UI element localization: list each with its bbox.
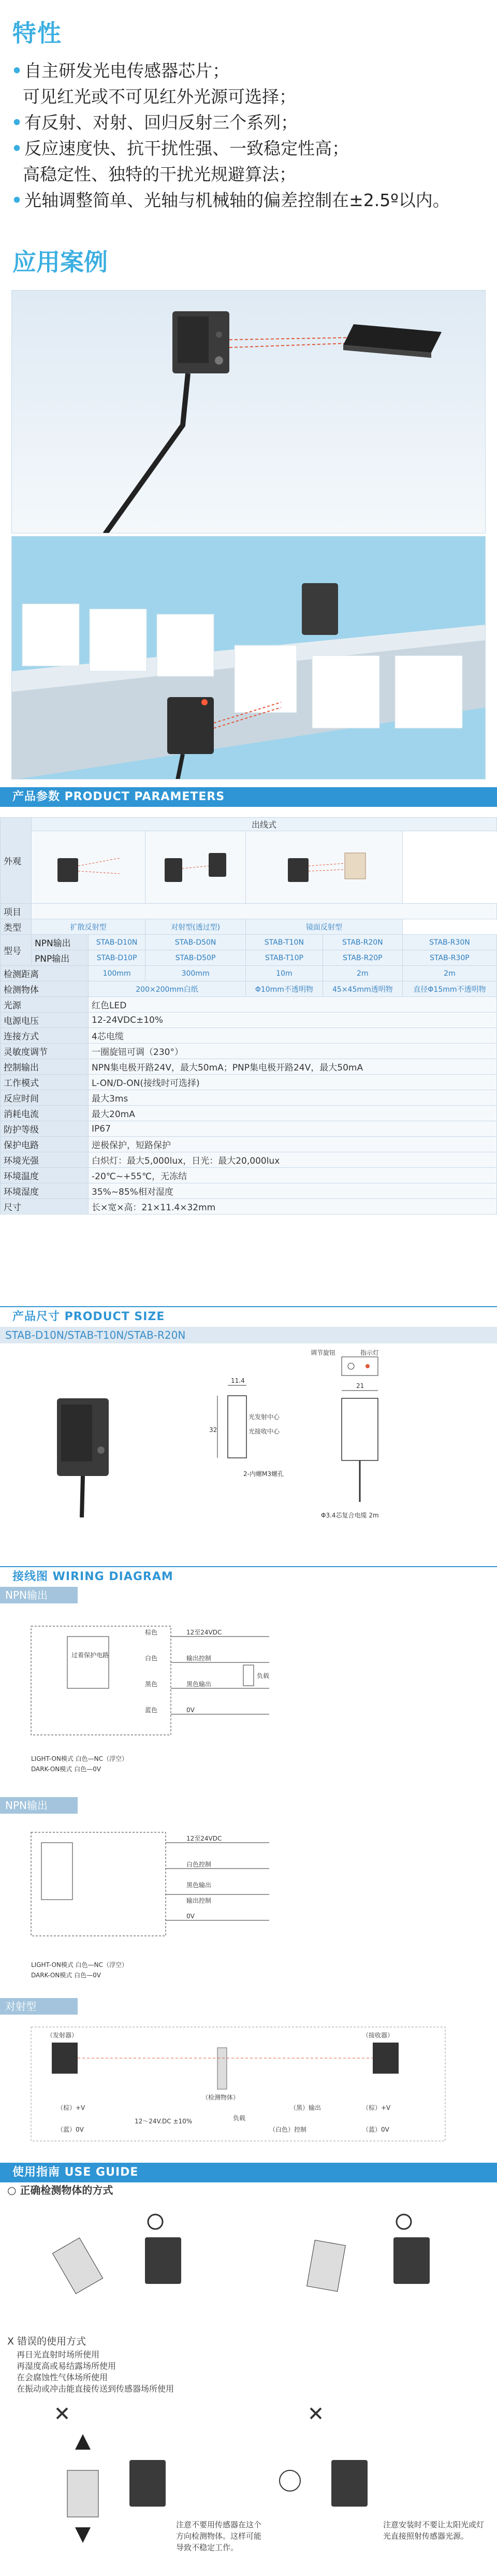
item-label: 项目 [1, 904, 32, 919]
param-value: IP67 [89, 1121, 497, 1137]
param-value: 一圈旋钮可调（230°） [89, 1044, 497, 1059]
distance-cell: 2m [402, 966, 496, 981]
param-key: 环境温度 [1, 1168, 89, 1183]
param-value: 最大3ms [89, 1090, 497, 1106]
model-cell: STAB-R20N [323, 935, 402, 950]
appearance-mirror [245, 831, 402, 904]
param-key: 保护电路 [1, 1137, 89, 1152]
distance-cell: 2m [323, 966, 402, 981]
npn-diagram [0, 1605, 497, 1813]
model-cell: STAB-D10N [89, 935, 145, 950]
param-key: 控制输出 [1, 1059, 89, 1075]
case-photo-chip [11, 290, 486, 533]
npn-label: NPN输出 [32, 935, 89, 950]
wire-label: （棕）+V [362, 2104, 391, 2111]
param-key: 电源电压 [1, 1012, 89, 1028]
model-cell: STAB-R20P [323, 950, 402, 966]
emitter-label: （发射器） [47, 2032, 78, 2039]
circuit-label: 过着保护电路 [71, 1652, 109, 1659]
features-list [11, 58, 488, 213]
guide-wrong-item: 再日光直射时场所使用 [17, 2350, 100, 2360]
case-photo-boxes [11, 536, 486, 779]
guide-note-2: 注意安装时不要让太阳光或灯光直接照射传感器光源。 [383, 2520, 485, 2541]
params-banner: 产品参数 PRODUCT PARAMETERS [0, 787, 497, 807]
guide-banner: 使用指南 USE GUIDE [0, 2163, 497, 2182]
pnp-label: PNP输出 [32, 950, 89, 966]
appearance-diffuse [32, 831, 145, 904]
label-cable: Φ3.4芯复合电缆 2m [321, 1512, 379, 1519]
signal-label: 12至24VDC [186, 1629, 222, 1636]
header-group: 出线式 [32, 818, 497, 831]
dim-height: 32 [209, 1426, 217, 1434]
mode-label: LIGHT-ON模式 白色—NC（浮空） [31, 1755, 128, 1762]
object-label: （检测物体） [202, 2094, 240, 2101]
param-key: 尺寸 [1, 1199, 89, 1214]
feature-item: 可见红光或不可见红外光源可选择； [23, 86, 296, 107]
wire-label: 蓝色 [145, 1706, 158, 1714]
appearance-thru [145, 831, 246, 904]
thru-diagram [0, 2017, 497, 2162]
type-label: 类型 [1, 919, 32, 935]
param-value: 4芯电缆 [89, 1028, 497, 1044]
guide-wrong-title: X 错误的使用方式 [7, 2336, 86, 2347]
signal-label: 输出控制 [186, 1655, 212, 1662]
mode-label: DARK-ON模式 白色—0V [31, 1765, 101, 1773]
features-section [0, 0, 497, 238]
object-cell: 45×45mm透明物 [323, 981, 402, 997]
label-indicator: 指示灯 [360, 1349, 379, 1356]
label-hole: 2-内螺M3螺孔 [243, 1470, 284, 1478]
param-key: 环境光强 [1, 1152, 89, 1168]
supply-label: 12～24V.DC ±10% [135, 2118, 193, 2125]
type-thru: 对射型(透过型) [145, 919, 246, 935]
signal-label: 0V [186, 1913, 195, 1920]
param-value: 12-24VDC±10% [89, 1012, 497, 1028]
type-mirror: 镜面反射型 [245, 919, 402, 935]
wire-label: （蓝）0V [362, 2126, 389, 2133]
param-value: 长×宽×高：21×11.4×32mm [89, 1199, 497, 1214]
guide-wrong-item: 在振动或冲击能直接传送到传感器场所使用 [17, 2384, 174, 2394]
object-cell: 200×200mm白纸 [89, 981, 246, 997]
npn-title: NPN输出 [0, 1587, 78, 1603]
model-cell: STAB-T10P [245, 950, 323, 966]
load-label: 负载 [233, 2115, 246, 2122]
param-key: 消耗电流 [1, 1106, 89, 1121]
feature-item: • 有反射、对射、回归反射三个系列； [11, 112, 298, 133]
param-key: 连接方式 [1, 1028, 89, 1044]
guide-wrong-item: 在会腐蚀性气体场所使用 [17, 2372, 108, 2382]
param-key: 环境湿度 [1, 1183, 89, 1199]
wire-label: （黑）输出 [290, 2104, 321, 2111]
model-cell: STAB-D50P [145, 950, 246, 966]
param-key: 防护等级 [1, 1121, 89, 1137]
wire-label: （棕）+V [57, 2104, 85, 2111]
guide-correct-illustration [0, 2201, 497, 2325]
distance-cell: 300mm [145, 966, 246, 981]
param-value: -20℃~+55℃，无冻结 [89, 1168, 497, 1183]
label-knob: 调节旋钮 [311, 1349, 336, 1356]
distance-cell: 10m [245, 966, 323, 981]
param-value: 35%~85%相对湿度 [89, 1183, 497, 1199]
wire-label: （白色）控制 [269, 2126, 307, 2133]
mode-label: LIGHT-ON模式 白色—NC（浮空） [31, 1961, 128, 1969]
param-value: L-ON/D-ON(接线时可选择) [89, 1075, 497, 1090]
cases-title: 应用案例 [12, 248, 108, 276]
size-banner: 产品尺寸 PRODUCT SIZE [0, 1306, 497, 1326]
features-title: 特性 [12, 19, 62, 47]
guide-note-1: 注意不要用传感器在这个方向检测物体。这样可能导致不稳定工作。 [176, 2520, 262, 2552]
type-diffuse: 扩散反射型 [32, 919, 145, 935]
signal-label: 黑色输出 [186, 1681, 212, 1688]
param-key: 反应时间 [1, 1090, 89, 1106]
feature-item: • 反应速度快、抗干扰性强、一致稳定性高； [11, 138, 349, 158]
mode-label: DARK-ON模式 白色—0V [31, 1972, 101, 1979]
wire-label: （蓝）0V [57, 2126, 84, 2133]
model-cell: STAB-R30N [402, 935, 496, 950]
signal-label: 白色控制 [186, 1861, 212, 1868]
model-cell: STAB-R30P [402, 950, 496, 966]
signal-label: 0V [186, 1706, 195, 1714]
signal-label: 输出控制 [186, 1897, 212, 1904]
model-cell: STAB-T10N [245, 935, 323, 950]
wire-label: 白色 [145, 1655, 158, 1662]
object-cell: Φ10mm不透明物 [245, 981, 323, 997]
model-cell: STAB-D10P [89, 950, 145, 966]
feature-item: • 自主研发光电传感器芯片； [11, 61, 230, 81]
guide-wrong-item: 再湿度高或易结露场所使用 [17, 2361, 116, 2371]
thru-title: 对射型 [0, 1998, 78, 2015]
label-recv: 光接收中心 [248, 1428, 280, 1435]
pnp-diagram [0, 1817, 497, 2014]
param-value: NPN集电极开路24V，最大50mA；PNP集电极开路24V，最大50mA [89, 1059, 497, 1075]
case-illustration-2 [12, 537, 486, 779]
wiring-banner: 接线图 WIRING DIAGRAM [0, 1566, 497, 1586]
wire-label: 黑色 [145, 1681, 158, 1688]
param-key: 灵敏度调节 [1, 1044, 89, 1059]
object-cell: 直径Φ15mm不透明物 [402, 981, 496, 997]
distance-label: 检测距离 [1, 966, 89, 981]
signal-label: 黑色输出 [186, 1882, 212, 1889]
appearance-label: 外观 [1, 818, 32, 904]
guide-correct: ○ 正确检测物体的方式 [7, 2184, 113, 2196]
dim-width1: 11.4 [231, 1377, 245, 1384]
size-drawing [0, 1347, 497, 1564]
case-illustration-1 [12, 291, 486, 533]
dim-width2: 21 [356, 1382, 364, 1390]
pnp-title: NPN输出 [0, 1797, 78, 1814]
label-emit: 光发射中心 [248, 1413, 280, 1421]
object-label: 检测物体 [1, 981, 89, 997]
param-value: 逆极保护，短路保护 [89, 1137, 497, 1152]
param-key: 光源 [1, 997, 89, 1012]
distance-cell: 100mm [89, 966, 145, 981]
load-label: 负载 [257, 1672, 270, 1680]
signal-label: 12至24VDC [186, 1835, 222, 1842]
param-value: 白炽灯：最大5,000lux，日光：最大20,000lux [89, 1152, 497, 1168]
feature-item: 高稳定性、独特的干扰光规避算法； [23, 164, 296, 184]
param-value: 最大20mA [89, 1106, 497, 1121]
model-cell: STAB-D50N [145, 935, 246, 950]
params-table [0, 817, 497, 1214]
size-models: STAB-D10N/STAB-T10N/STAB-R20N [0, 1327, 497, 1343]
wire-label: 棕色 [145, 1629, 158, 1636]
receiver-label: （接收器） [362, 2032, 394, 2039]
param-key: 工作模式 [1, 1075, 89, 1090]
model-label: 型号 [1, 935, 32, 966]
param-value: 红色LED [89, 997, 497, 1012]
feature-item: • 光轴调整简单、光轴与机械轴的偏差控制在±2.5º以内。 [11, 190, 450, 210]
